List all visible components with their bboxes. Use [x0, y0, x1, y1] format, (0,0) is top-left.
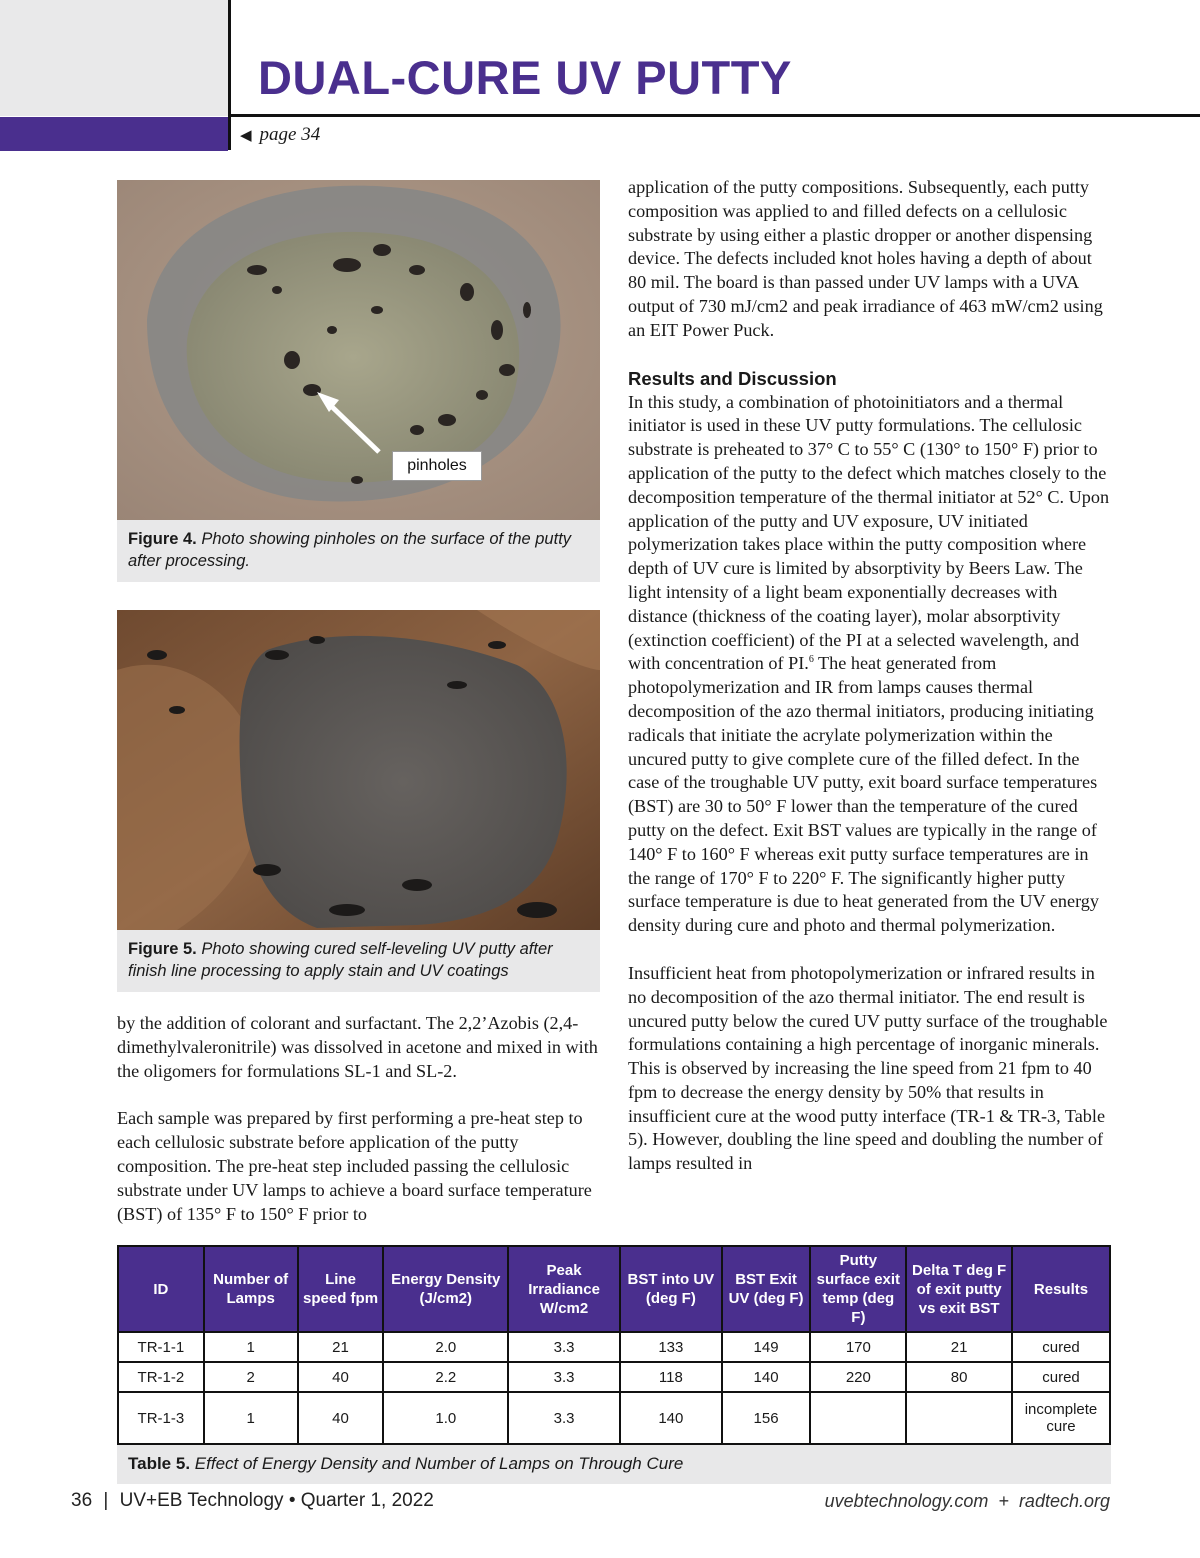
table-5: [117, 1245, 1111, 1484]
results-p1-part1: In this study, a combination of photoinitiators and a thermal initiator is used in these UV putty formulations. The cellulosic substrate is preheated to 37° C to 55° C (130° to 150° F) prior to application of the putty to the defect which matches closely to the decomposition temperature of the thermal initiator at 52° C. Upon application of the putty and UV exposure, UV initiated polymerization takes place within the putty composition where depth of UV cure is limited by absorptivity by Beers Law. The light intensity of a light beam exponentially decreases with distance (thickness of the coating layer), molar absorptivity (extinction coefficient) of the PI at a selected wavelength, and with concentration of PI.: [628, 391, 1110, 674]
col-header: Line speed fpm: [298, 1246, 384, 1332]
figure-4-caption-text: Photo showing pinholes on the surface of the putty after processing.: [128, 530, 572, 570]
footer-separator: |: [103, 1490, 109, 1511]
figure-5-label: Figure 5.: [128, 940, 197, 958]
figure-5-image: [117, 610, 600, 930]
table-cell: TR-1-2: [118, 1362, 204, 1392]
table-5-caption: [117, 1445, 1111, 1484]
left-paragraph-2: Each sample was prepared by first performing a pre-heat step to each cellulosic substrate before application of the putty composition. The pre-heat step included passing the cellulosic substrate under UV lamps to achieve a board surface temperature (BST) of 135° F to 150° F prior to: [117, 1108, 592, 1224]
col-header: Results: [1012, 1246, 1110, 1332]
table-header-row: [118, 1246, 1110, 1332]
table-cell: 140: [722, 1362, 811, 1392]
footer-websites[interactable]: uvebtechnology.com + radtech.org: [824, 1491, 1110, 1511]
table-cell: 40: [298, 1392, 384, 1444]
col-header: Energy Density (J/cm2): [383, 1246, 508, 1332]
reference-6[interactable]: 6: [808, 654, 814, 666]
table-cell: 149: [722, 1332, 811, 1362]
table-5-label: Table 5.: [128, 1454, 191, 1473]
figure-5-caption-text: Photo showing cured self-leveling UV putty after finish line processing to apply stain and UV coatings: [128, 940, 553, 980]
figure-4-image: [117, 180, 600, 520]
table-cell: 1: [204, 1332, 298, 1362]
right-column: [628, 176, 1112, 1200]
issue-date: Quarter 1, 2022: [300, 1490, 434, 1511]
table-cell: 3.3: [508, 1332, 620, 1362]
table-cell: 40: [298, 1362, 384, 1392]
table-cell: 140: [620, 1392, 722, 1444]
table-cell: 80: [906, 1362, 1012, 1392]
table-cell: 3.3: [508, 1392, 620, 1444]
table-cell: 220: [810, 1362, 906, 1392]
table-cell: [810, 1392, 906, 1444]
table-5-caption-text: Effect of Energy Density and Number of Lamps on Through Cure: [194, 1454, 684, 1473]
table-row: [118, 1362, 1110, 1392]
table-cell: 21: [298, 1332, 384, 1362]
col-header: BST into UV (deg F): [620, 1246, 722, 1332]
page-title: DUAL-CURE UV PUTTY: [258, 51, 792, 104]
table-cell: TR-1-3: [118, 1392, 204, 1444]
col-header: Putty surface exit temp (deg F): [810, 1246, 906, 1332]
page-number: 36: [71, 1490, 93, 1511]
table-cell: incomplete cure: [1012, 1392, 1110, 1444]
table-cell: 156: [722, 1392, 811, 1444]
table-cell: 1.0: [383, 1392, 508, 1444]
section-heading: Results and Discussion: [628, 367, 837, 389]
figure-5-photo: [117, 610, 600, 930]
left-paragraph-1: by the addition of colorant and surfactant. The 2,2’Azobis (2,4- dimethylvaleronitrile) was dissolved in acetone and mixed in with the oligomers for formulations SL-1 and SL-2.: [117, 1013, 598, 1081]
left-triangle-icon: ◀: [240, 128, 252, 144]
table-cell: 21: [906, 1332, 1012, 1362]
table-cell: 2: [204, 1362, 298, 1392]
results-table: [117, 1245, 1111, 1445]
table-row: [118, 1392, 1110, 1444]
figure-4: [117, 180, 600, 582]
results-paragraph-1: [628, 391, 1112, 938]
col-header: BST Exit UV (deg F): [722, 1246, 811, 1332]
figure-4-caption: [117, 520, 600, 582]
table-cell: TR-1-1: [118, 1332, 204, 1362]
header-vertical-rule: [228, 0, 231, 150]
table-cell: [906, 1392, 1012, 1444]
footer-left: [71, 1490, 434, 1512]
table-cell: 2.2: [383, 1362, 508, 1392]
header-horizontal-rule: [228, 114, 1200, 117]
figure-4-label: Figure 4.: [128, 530, 197, 548]
table-cell: 170: [810, 1332, 906, 1362]
table-cell: 1: [204, 1392, 298, 1444]
pinholes-callout: pinholes: [392, 451, 482, 481]
table-cell: cured: [1012, 1332, 1110, 1362]
col-header: Number of Lamps: [204, 1246, 298, 1332]
results-paragraph-2: Insufficient heat from photopolymerization or infrared results in no decomposition of the azo thermal initiator. The end result is uncured putty below the cured UV putty surface of the troughable formulations containing a high percentage of inorganic minerals. This is observed by increasing the line speed from 21 fpm to 40 fpm to decrease the energy density by 50% that results in insufficient cure at the wood putty interface (TR-1 & TR-3, Table 5). However, doubling the line speed and doubling the number of lamps resulted in: [628, 962, 1108, 1174]
header-accent-bar: [0, 117, 228, 151]
continued-from-text: page 34: [259, 124, 321, 145]
figure-5: [117, 610, 600, 992]
table-cell: 2.0: [383, 1332, 508, 1362]
table-cell: cured: [1012, 1362, 1110, 1392]
table-row: [118, 1332, 1110, 1362]
right-intro-paragraph: application of the putty compositions. Subsequently, each putty composition was applied to and filled defects on a cellulosic substrate by using either a plastic dropper or another dispensing device. The defects included knot holes having a depth of about 80 mil. The board is than passed under UV lamps with a UVA output of 730 mJ/cm2 and peak irradiance of 463 mW/cm2 using an EIT Power Puck.: [628, 177, 1103, 340]
col-header: ID: [118, 1246, 204, 1332]
figure-4-photo: [117, 180, 600, 520]
continued-from[interactable]: [240, 124, 320, 146]
left-column: [117, 1012, 603, 1250]
footer-bullet: •: [288, 1490, 296, 1511]
table-cell: 118: [620, 1362, 722, 1392]
table-cell: 3.3: [508, 1362, 620, 1392]
col-header: Delta T deg F of exit putty vs exit BST: [906, 1246, 1012, 1332]
header-grey-block: [0, 0, 228, 116]
publication-name: UV+EB Technology: [119, 1490, 284, 1511]
results-p1-part2: The heat generated from photopolymerization and IR from lamps causes thermal decomposition of the azo thermal initiators, producing initiating radicals that initiate the acrylate polymerization within the uncured putty to give complete cure of the filled defect. In the case of the troughable UV putty, exit board surface temperatures (BST) are 30 to 50° F lower than the temperature of the cured putty on the defect. Exit BST values are typically in the range of 140° F to 160° F whereas exit putty surface temperatures are in the range of 170° F to 220° F. The significantly higher putty surface temperature is due to heat generated from the UV energy density during cure and photo and thermal polymerization.: [628, 653, 1099, 936]
col-header: Peak Irradiance W/cm2: [508, 1246, 620, 1332]
figure-5-caption: [117, 930, 600, 992]
table-cell: 133: [620, 1332, 722, 1362]
